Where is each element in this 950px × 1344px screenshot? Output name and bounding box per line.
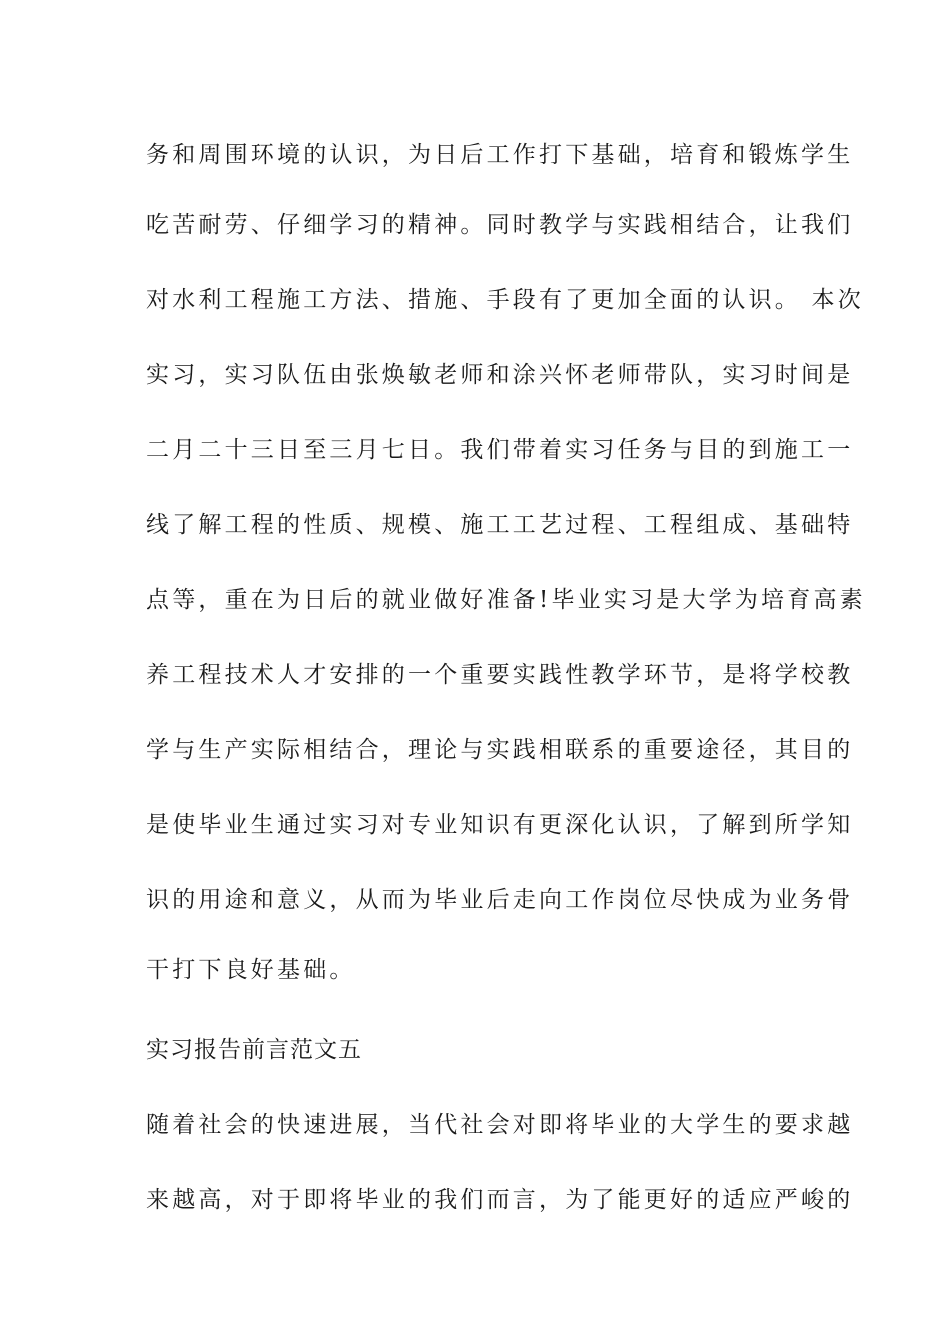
- paragraph-2-line-2: 来越高，对于即将毕业的我们而言，为了能更好的适应严峻的: [146, 1187, 854, 1213]
- section-heading: 实习报告前言范文五: [146, 1037, 362, 1063]
- paragraph-2-line-1: 随着社会的快速进展，当代社会对即将毕业的大学生的要求越: [146, 1112, 854, 1138]
- paragraph-1-line-6: 线了解工程的性质、规模、施工工艺过程、工程组成、基础特: [146, 512, 854, 538]
- paragraph-1-line-8: 养工程技术人才安排的一个重要实践性教学环节，是将学校教: [146, 662, 854, 688]
- paragraph-1-line-1: 务和周围环境的认识，为日后工作打下基础，培育和锻炼学生: [146, 142, 854, 168]
- paragraph-1-line-7: 点等，重在为日后的就业做好准备!毕业实习是大学为培育高素: [146, 587, 866, 613]
- paragraph-1-line-12: 干打下良好基础。: [146, 957, 356, 983]
- paragraph-1-line-9: 学与生产实际相结合，理论与实践相联系的重要途径，其目的: [146, 737, 854, 763]
- paragraph-1-line-5: 二月二十三日至三月七日。我们带着实习任务与目的到施工一: [146, 437, 854, 463]
- paragraph-1-line-3: 对水利工程施工方法、措施、手段有了更加全面的认识。 本次: [146, 287, 864, 313]
- paragraph-1-line-4: 实习，实习队伍由张焕敏老师和涂兴怀老师带队，实习时间是: [146, 362, 854, 388]
- paragraph-1-line-2: 吃苦耐劳、仔细学习的精神。同时教学与实践相结合，让我们: [146, 212, 854, 238]
- paragraph-1-line-10: 是使毕业生通过实习对专业知识有更深化认识，了解到所学知: [146, 812, 854, 838]
- paragraph-1-line-11: 识的用途和意义，从而为毕业后走向工作岗位尽快成为业务骨: [146, 887, 854, 913]
